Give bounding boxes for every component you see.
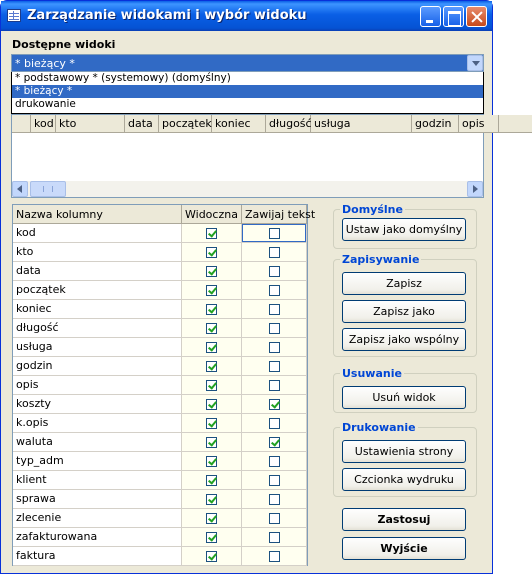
column-name-cell: koszty: [13, 395, 182, 413]
preview-col-header[interactable]: opis: [459, 115, 499, 133]
maximize-icon[interactable]: [443, 6, 464, 27]
preview-col-header[interactable]: koniec: [212, 115, 266, 133]
column-grid-rows: [13, 224, 307, 566]
window-title: Zarządzanie widokami i wybór widoku: [27, 8, 307, 23]
wrap-text-cell: [242, 319, 307, 337]
save-as-button[interactable]: Zapisz jako: [342, 300, 466, 323]
wrap-text-cell: [242, 490, 307, 508]
print-font-button[interactable]: Czcionka wydruku: [342, 468, 466, 491]
page-setup-button[interactable]: Ustawienia strony: [342, 440, 466, 463]
column-name-cell: długość: [13, 319, 182, 337]
header-column-name[interactable]: Nazwa kolumny: [13, 205, 182, 224]
visible-cell: [182, 395, 242, 413]
column-name-cell: sprawa: [13, 490, 182, 508]
table-row[interactable]: [13, 319, 307, 338]
wrap-text-checkbox[interactable]: [269, 532, 280, 543]
wrap-text-cell: [242, 509, 307, 527]
table-row[interactable]: [13, 452, 307, 471]
column-name-cell: zafakturowana: [13, 528, 182, 546]
preview-col-header[interactable]: usługa: [311, 115, 412, 133]
table-row[interactable]: [13, 433, 307, 452]
view-option-selected[interactable]: * bieżący *: [12, 85, 483, 98]
column-name-cell: kto: [13, 243, 182, 261]
visible-checkbox[interactable]: [206, 513, 217, 524]
visible-cell: [182, 433, 242, 451]
visible-cell: [182, 490, 242, 508]
visible-checkbox[interactable]: [206, 494, 217, 505]
visible-cell: [182, 528, 242, 546]
visible-cell: [182, 243, 242, 261]
column-name-cell: klient: [13, 471, 182, 489]
visible-checkbox[interactable]: [206, 437, 217, 448]
wrap-text-cell: [242, 395, 307, 413]
table-icon: [7, 9, 21, 22]
visible-checkbox[interactable]: [206, 399, 217, 410]
wrap-text-cell: [242, 414, 307, 432]
table-row[interactable]: [13, 224, 307, 243]
scroll-left-icon[interactable]: [12, 181, 28, 197]
wrap-text-checkbox[interactable]: [269, 304, 280, 315]
preview-col-header[interactable]: początek: [159, 115, 212, 133]
view-option[interactable]: drukowanie: [15, 98, 76, 110]
wrap-text-cell: [242, 471, 307, 489]
close-icon[interactable]: [466, 6, 487, 27]
table-row[interactable]: [13, 414, 307, 433]
visible-cell: [182, 281, 242, 299]
wrap-text-checkbox[interactable]: [269, 418, 280, 429]
column-name-cell: k.opis: [13, 414, 182, 432]
column-name-cell: godzin: [13, 357, 182, 375]
defaults-group-title: Domyślne: [342, 203, 403, 216]
header-wrap-text[interactable]: Zawijaj tekst: [242, 205, 307, 224]
preview-col-header[interactable]: godzin: [412, 115, 459, 133]
column-name-cell: początek: [13, 281, 182, 299]
visible-cell: [182, 357, 242, 375]
visible-checkbox[interactable]: [206, 342, 217, 353]
wrap-text-cell: [242, 224, 307, 242]
save-button[interactable]: Zapisz: [342, 272, 466, 295]
visible-cell: [182, 471, 242, 489]
table-row[interactable]: [13, 376, 307, 395]
header-visible[interactable]: Widoczna: [182, 205, 242, 224]
visible-checkbox[interactable]: [206, 323, 217, 334]
wrap-text-checkbox[interactable]: [269, 361, 280, 372]
column-name-cell: usługa: [13, 338, 182, 356]
set-default-button[interactable]: Ustaw jako domyślny: [342, 218, 466, 241]
wrap-text-checkbox[interactable]: [269, 342, 280, 353]
table-row[interactable]: [13, 338, 307, 357]
table-row[interactable]: [13, 528, 307, 547]
title-bar[interactable]: [1, 1, 492, 31]
wrap-text-cell: [242, 281, 307, 299]
preview-col-header[interactable]: długość: [266, 115, 311, 133]
column-grid-header: [13, 205, 316, 224]
apply-button[interactable]: Zastosuj: [342, 508, 466, 531]
exit-button[interactable]: Wyjście: [342, 537, 466, 560]
wrap-text-cell: [242, 300, 307, 318]
column-name-cell: waluta: [13, 433, 182, 451]
chevron-down-icon[interactable]: [467, 55, 483, 71]
wrap-text-cell: [242, 262, 307, 280]
visible-cell: [182, 262, 242, 280]
table-row[interactable]: [13, 281, 307, 300]
visible-checkbox[interactable]: [206, 304, 217, 315]
visible-cell: [182, 376, 242, 394]
visible-cell: [182, 224, 242, 242]
save-shared-button[interactable]: Zapisz jako wspólny: [342, 328, 466, 351]
wrap-text-cell: [242, 452, 307, 470]
wrap-text-checkbox[interactable]: [269, 399, 280, 410]
visible-checkbox[interactable]: [206, 228, 217, 239]
view-option[interactable]: * podstawowy * (systemowy) (domyślny): [15, 72, 231, 84]
wrap-text-checkbox[interactable]: [269, 228, 280, 239]
visible-checkbox[interactable]: [206, 380, 217, 391]
column-name-cell: kod: [13, 224, 182, 242]
wrap-text-checkbox[interactable]: [269, 494, 280, 505]
visible-cell: [182, 452, 242, 470]
table-row[interactable]: [13, 471, 307, 490]
views-selected-value: * bieżący *: [15, 57, 75, 70]
table-row[interactable]: [13, 262, 307, 281]
table-row[interactable]: [13, 547, 307, 566]
table-row[interactable]: [13, 357, 307, 376]
visible-cell: [182, 547, 242, 565]
wrap-text-checkbox[interactable]: [269, 380, 280, 391]
preview-header: [12, 115, 532, 133]
scroll-right-icon[interactable]: [467, 181, 483, 197]
visible-checkbox[interactable]: [206, 532, 217, 543]
wrap-text-checkbox[interactable]: [269, 266, 280, 277]
visible-checkbox[interactable]: [206, 551, 217, 562]
visible-cell: [182, 338, 242, 356]
printing-group-title: Drukowanie: [342, 421, 416, 434]
column-name-cell: zlecenie: [13, 509, 182, 527]
preview-col-header[interactable]: kto: [56, 115, 125, 133]
wrap-text-cell: [242, 243, 307, 261]
column-name-cell: typ_adm: [13, 452, 182, 470]
visible-cell: [182, 414, 242, 432]
wrap-text-checkbox[interactable]: [269, 323, 280, 334]
visible-checkbox[interactable]: [206, 456, 217, 467]
scroll-thumb[interactable]: [30, 181, 66, 197]
view-preview-table: [11, 114, 484, 198]
wrap-text-checkbox[interactable]: [269, 437, 280, 448]
wrap-text-cell: [242, 528, 307, 546]
column-name-cell: data: [13, 262, 182, 280]
preview-col-header[interactable]: kod: [31, 115, 56, 133]
visible-checkbox[interactable]: [206, 418, 217, 429]
wrap-text-checkbox[interactable]: [269, 285, 280, 296]
deleting-group-title: Usuwanie: [342, 367, 402, 380]
views-dropdown-list: [11, 72, 484, 114]
delete-view-button[interactable]: Usuń widok: [342, 386, 466, 409]
preview-col-header[interactable]: [12, 115, 31, 133]
column-name-cell: opis: [13, 376, 182, 394]
visible-cell: [182, 509, 242, 527]
table-row[interactable]: [13, 490, 307, 509]
table-row[interactable]: [13, 509, 307, 528]
available-views-label: Dostępne widoki: [12, 38, 116, 51]
wrap-text-cell: [242, 338, 307, 356]
saving-group-title: Zapisywanie: [342, 253, 420, 266]
visible-cell: [182, 300, 242, 318]
wrap-text-checkbox[interactable]: [269, 551, 280, 562]
visible-checkbox[interactable]: [206, 475, 217, 486]
wrap-text-checkbox[interactable]: [269, 513, 280, 524]
views-combobox[interactable]: [11, 54, 484, 72]
minimize-icon[interactable]: [420, 6, 441, 27]
visible-checkbox[interactable]: [206, 247, 217, 258]
table-row[interactable]: [13, 243, 307, 262]
wrap-text-checkbox[interactable]: [269, 247, 280, 258]
wrap-text-cell: [242, 376, 307, 394]
table-row[interactable]: [13, 300, 307, 319]
visible-checkbox[interactable]: [206, 361, 217, 372]
horizontal-scrollbar[interactable]: [12, 181, 483, 197]
visible-cell: [182, 319, 242, 337]
wrap-text-cell: [242, 357, 307, 375]
preview-col-header[interactable]: data: [125, 115, 159, 133]
wrap-text-cell: [242, 433, 307, 451]
visible-checkbox[interactable]: [206, 285, 217, 296]
table-row[interactable]: [13, 395, 307, 414]
column-settings-grid: [12, 204, 316, 566]
wrap-text-checkbox[interactable]: [269, 456, 280, 467]
column-name-cell: faktura: [13, 547, 182, 565]
visible-checkbox[interactable]: [206, 266, 217, 277]
wrap-text-cell: [242, 547, 307, 565]
column-name-cell: koniec: [13, 300, 182, 318]
wrap-text-checkbox[interactable]: [269, 475, 280, 486]
